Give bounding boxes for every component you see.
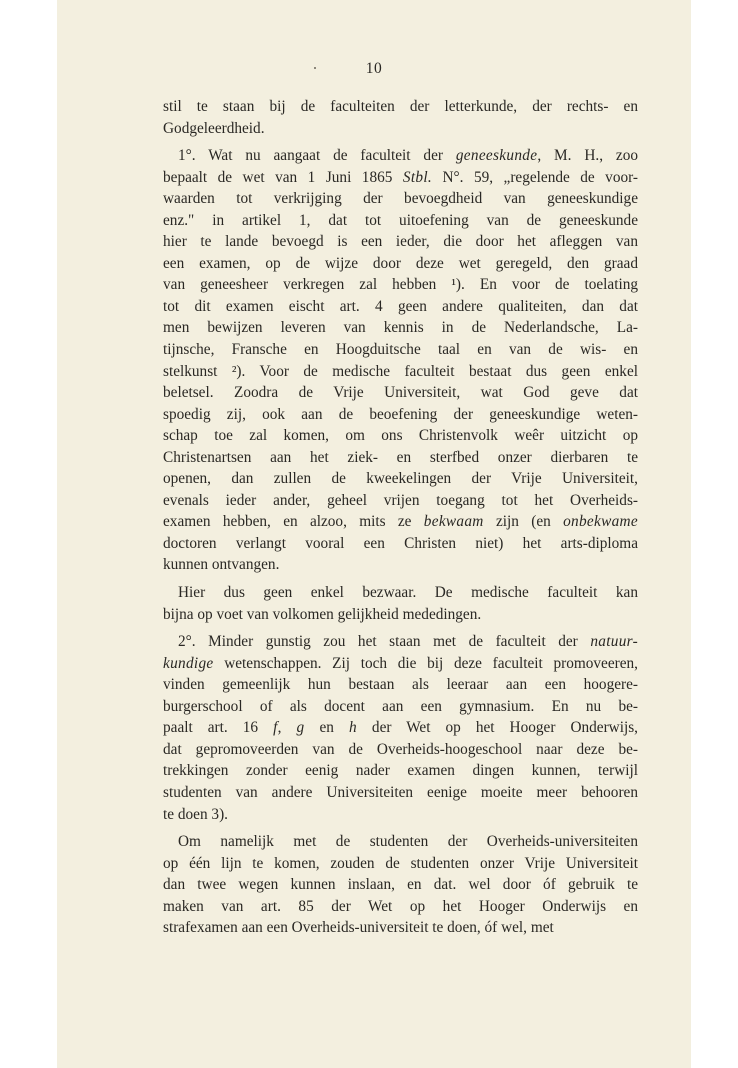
italic-term: geneeskunde [455,147,538,165]
text-line [163,696,638,718]
text-line [163,468,638,490]
page-number: 10 [365,60,383,77]
text-run: openen, dan zullen de kweekelingen der Vrije Universiteit, [163,470,638,488]
text-line [163,274,638,296]
text-run: bijna op voet van volkomen gelijkheid mededingen. [163,605,482,623]
text-line [163,490,638,512]
text-line [163,404,638,426]
text-line [163,782,638,804]
text-run: en [304,719,349,737]
text-line [163,382,638,404]
text-run: enz." in artikel 1, dat tot uitoefening van de geneeskunde [163,211,638,229]
text-line [163,167,638,189]
text-run: zijn (en [483,513,564,531]
text-line [163,896,638,918]
text-run: Christenartsen aan het ziek- en sterfbed onzer dierbaren te [163,448,638,466]
text-line [163,96,638,118]
text-line [163,210,638,232]
paragraph [163,96,638,139]
text-run: men bewijzen leveren van kennis in de Nederlandsche, La- [163,319,638,337]
text-line [163,361,638,383]
text-run: dan twee wegen kunnen inslaan, en dat. wel door óf gebruik te [163,876,638,894]
text-run: stil te staan bij de faculteiten der letterkunde, der rechts- en [163,98,638,115]
text-line [163,118,638,140]
text-line [163,253,638,275]
text-line [163,631,638,653]
text-run: evenals ieder ander, geheel vrijen toegang tot het Overheids- [163,491,638,509]
text-line [163,145,638,167]
print-speck [314,67,316,69]
text-run: , M. H., zoo [537,147,638,165]
text-line [163,760,638,782]
text-run: Godgeleerdheid. [163,119,265,137]
text-line [163,853,638,875]
text-line [163,717,638,739]
text-line [163,231,638,253]
text-run: op één lijn te komen, zouden de studenten onzer Vrije Universiteit [163,854,638,872]
text-line [163,582,638,604]
paragraph [163,631,638,825]
text-run: maken van art. 85 der Wet op het Hooger Onderwijs en [163,897,638,915]
italic-term: natuur- [590,633,638,651]
text-run: der Wet op het Hooger Onderwijs, [356,719,638,737]
text-run: doctoren verlangt vooral een Christen niet) het arts-diploma [163,534,638,552]
text-run: tijnsche, Fransche en Hoogduitsche taal en van de wis- en [163,341,638,359]
text-run: stelkunst ²). Voor de medische faculteit bestaat dus geen enkel [163,362,638,380]
text-run: strafexamen aan een Overheids-universiteit te doen, óf wel, met [163,919,554,937]
paragraph [163,145,638,576]
text-line [163,533,638,555]
italic-term: kundige [163,654,214,672]
paragraph [163,831,638,939]
text-line [163,425,638,447]
text-run: waarden tot verkrijging der bevoegdheid van geneeskundige [163,190,638,208]
text-run: tot dit examen eischt art. 4 geen andere qualiteiten, dan dat [163,297,638,315]
text-run: burgerschool of als docent aan een gymnasium. En nu be- [163,697,638,715]
italic-term: h [348,719,357,737]
text-line [163,447,638,469]
text-run: examen hebben, en alzoo, mits ze [163,513,424,531]
text-line [163,831,638,853]
text-run: vinden gemeenlijk hun bestaan als leeraar aan een hoogere- [163,676,638,694]
text-run: Hier dus geen enkel bezwaar. De medische faculteit kan [178,584,638,602]
text-run: spoedig zij, ook aan de beoefening der geneeskundige weten- [163,405,638,423]
italic-term: bekwaam [423,513,484,531]
text-line [163,739,638,761]
text-run: , [277,719,297,737]
text-run: beletsel. Zoodra de Vrije Universiteit, wat God geve dat [163,384,638,402]
text-run: van geneesheer verkregen zal hebben ¹). En voor de toelating [163,276,638,294]
text-line [163,339,638,361]
text-run: wetenschappen. Zij toch die bij deze faculteit promoveeren, [213,654,638,672]
text-line [163,674,638,696]
book-page [57,0,691,1068]
text-run: N°. 59, „regelende de voor- [432,168,639,186]
italic-term: onbekwame [563,513,638,531]
text-line [163,296,638,318]
text-run: bepaalt de wet van 1 Juni 1865 [163,168,403,186]
text-run: Om namelijk met de studenten der Overheids-universiteiten [178,833,638,851]
text-run: studenten van andere Universiteiten eenige moeite meer behooren [163,783,638,801]
text-line [163,804,638,826]
text-line [163,604,638,626]
italic-term: g [296,719,305,737]
text-line [163,554,638,576]
text-line [163,188,638,210]
text-run: kunnen ontvangen. [163,556,280,574]
text-line [163,653,638,675]
text-line [163,874,638,896]
text-run: paalt art. 16 [163,719,274,737]
text-run: een examen, op de wijze door deze wet geregeld, den graad [163,254,638,272]
italic-term: f [273,719,278,737]
text-run: dat gepromoveerden van de Overheids-hoogeschool naar deze be- [163,740,638,758]
text-run: schap toe zal komen, om ons Christenvolk weêr uitzicht op [163,427,638,445]
text-line [163,511,638,533]
italic-term: Stbl. [402,168,432,186]
text-run: 2°. Minder gunstig zou het staan met de faculteit der [178,633,591,651]
body-text [163,96,638,939]
text-line [163,317,638,339]
text-run: 1°. Wat nu aangaat de faculteit der [178,147,456,165]
text-run: hier te lande bevoegd is een ieder, die door het afleggen van [163,233,638,251]
text-run: te doen 3). [163,805,228,823]
text-run: trekkingen zonder eenig nader examen dingen kunnen, terwijl [163,762,638,780]
text-line [163,917,638,939]
paragraph [163,582,638,625]
